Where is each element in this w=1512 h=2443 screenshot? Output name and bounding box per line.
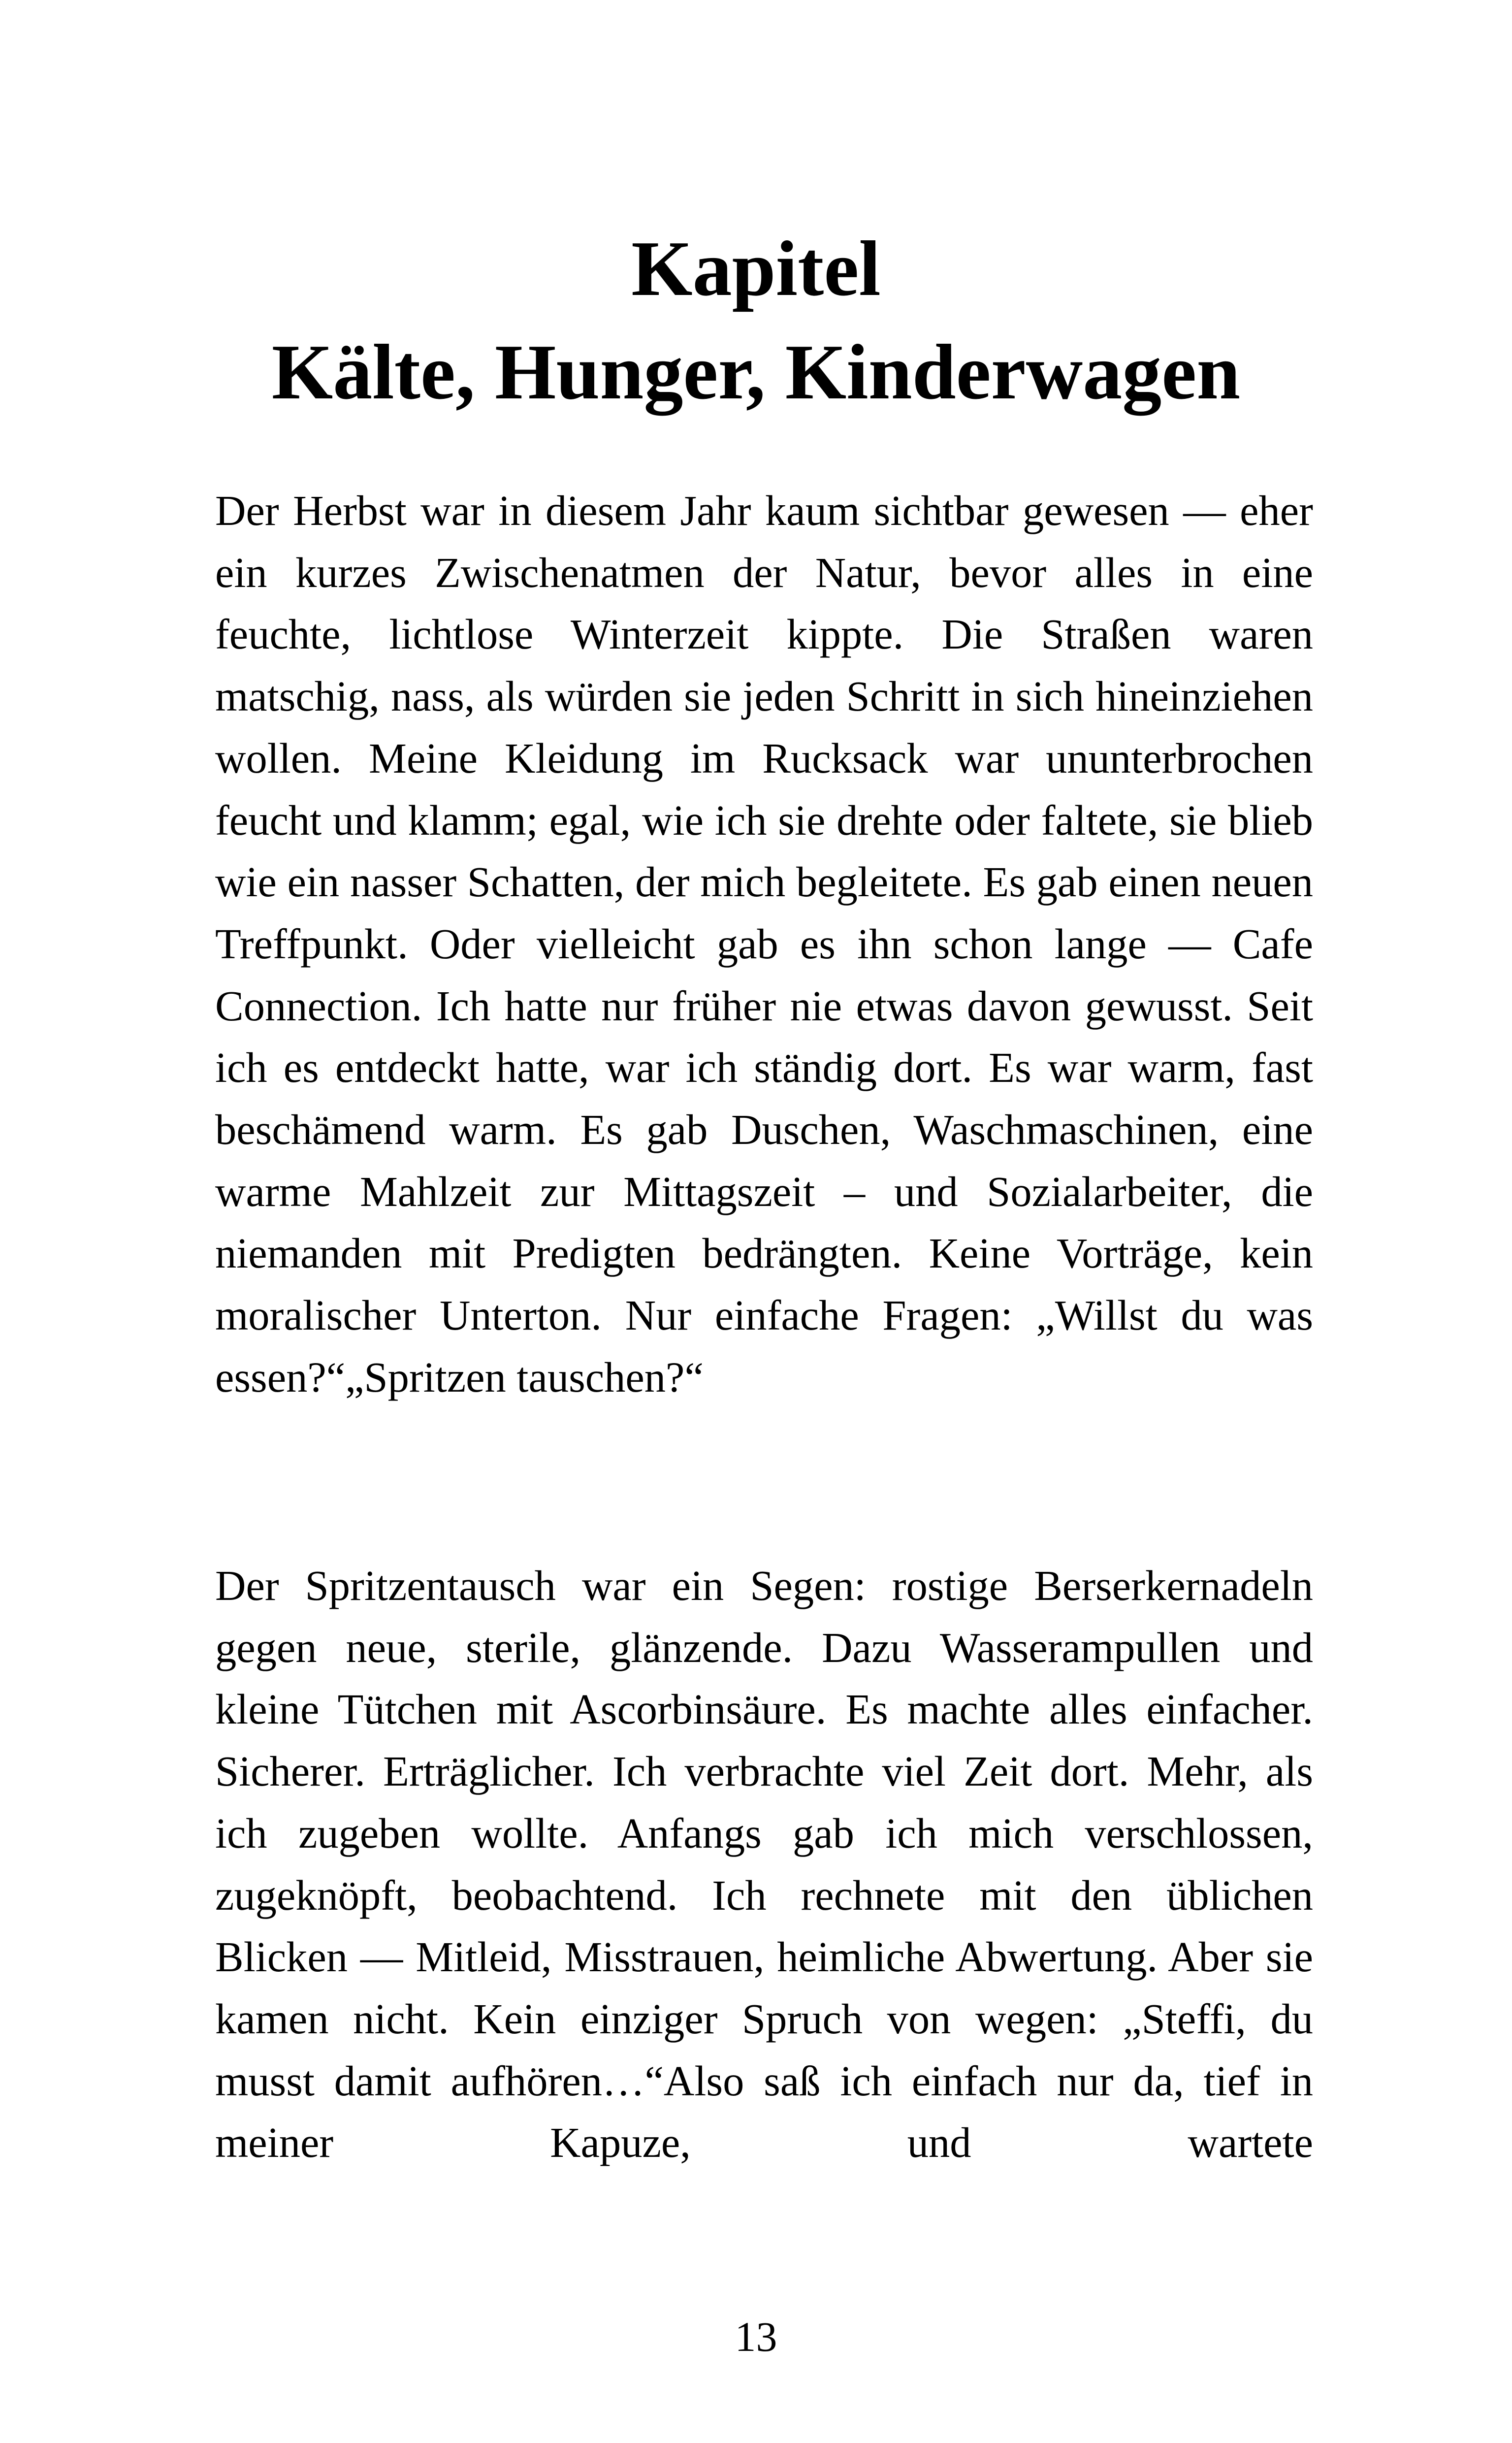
paragraph-text: Der Herbst war in diesem Jahr kaum sichtbar gewesen — eher ein kurzes Zwischenatmen der Natur, bevor alles in eine feuchte, lichtlose Winterzeit kippte. Die Straßen waren matschig, nass, als würden sie jeden Schritt in sich hineinziehen wollen. Meine Kleidung im Rucksack war ununterbrochen feucht und klamm; egal, wie ich sie drehte oder faltete, sie blieb wie ein nasser Schatten, der mich begleitete. Es gab einen neuen Treffpunkt. Oder vielleicht gab es ihn schon lange — Cafe Connection. Ich hatte nur früher nie etwas davon gewusst. Seit ich es entdeckt hatte, war ich ständig dort. Es war warm, fast beschämend warm. Es gab Duschen, Waschmaschinen, eine warme Mahlzeit zur Mittagszeit – und Sozialarbeiter, die niemanden mit Predigten bedrängten. Keine Vorträge, kein moralischer Unterton. Nur einfache Fragen: „Willst du was essen?“„Spritzen tauschen?“ <box>215 487 1313 1401</box>
chapter-label: Kapitel <box>631 225 881 312</box>
paragraph <box>215 1555 1313 2174</box>
page-number: 13 <box>735 2313 777 2360</box>
paragraph-text: Der Spritzentausch war ein Segen: rostige Berserkernadeln gegen neue, sterile, glänzende. Dazu Wasserampullen und kleine Tütchen mit Ascorbinsäure. Es machte alles einfacher. Sicherer. Erträglicher. Ich verbrachte viel Zeit dort. Mehr, als ich zugeben wollte. Anfangs gab ich mich verschlossen, zugeknöpft, beobachtend. Ich rechnete mit den üblichen Blicken — Mitleid, Misstrauen, heimliche Abwertung. Aber sie kamen nicht. Kein einziger Spruch von wegen: „Steffi, du musst damit aufhören…“Also saß ich einfach nur da, tief in meiner Kapuze, und wartete <box>215 1562 1313 2167</box>
paragraph <box>215 480 1313 1409</box>
chapter-title: Kälte, Hunger, Kinderwagen <box>271 328 1241 416</box>
